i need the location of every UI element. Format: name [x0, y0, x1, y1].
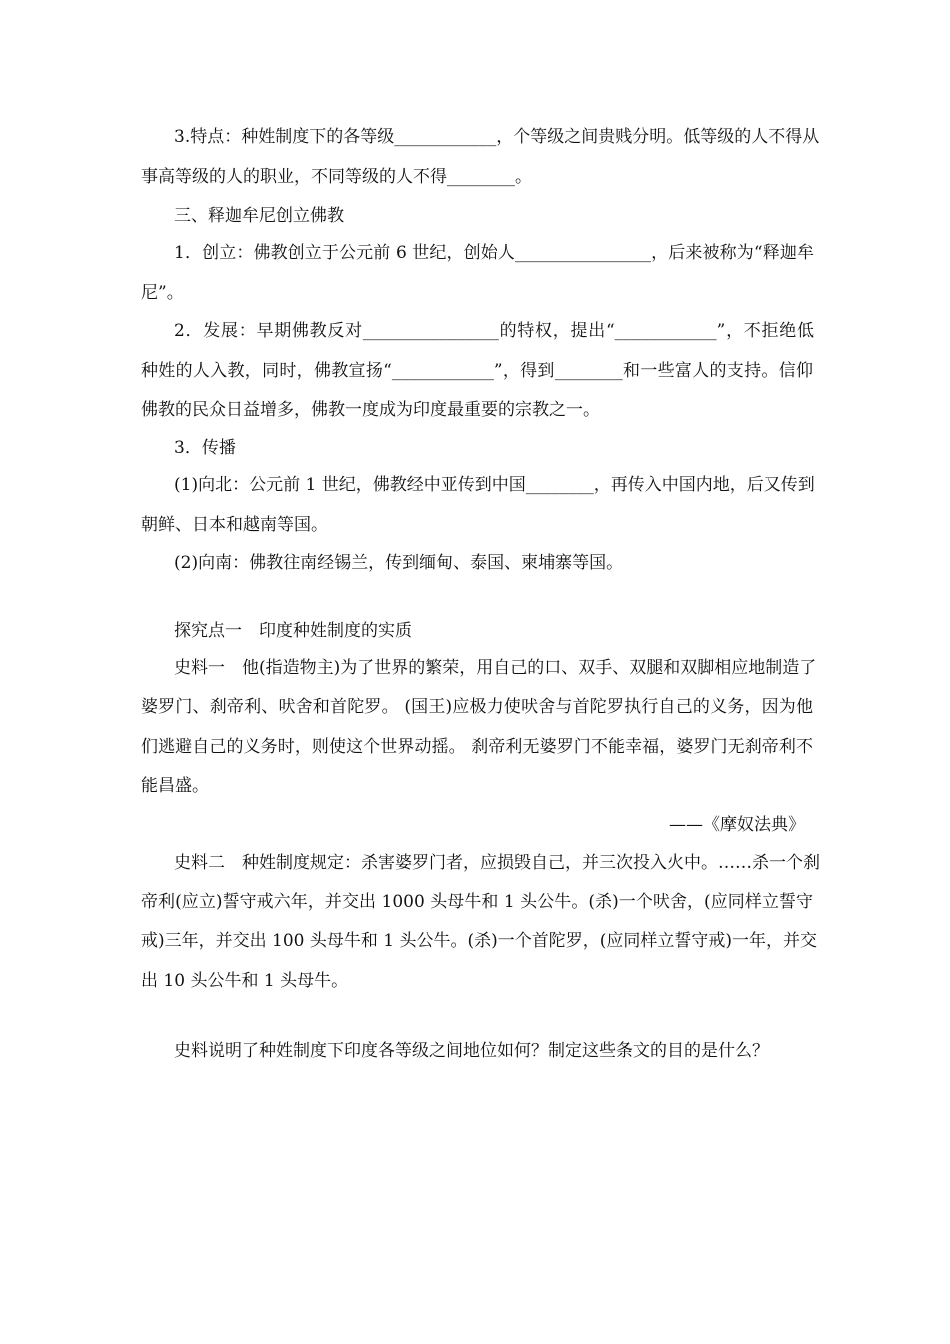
paragraph-line: 3.特点：种姓制度下的各等级____________，个等级之间贵贱分明。低等级的人不得从 — [174, 127, 820, 147]
source-text: 能昌盛。 — [141, 776, 209, 796]
paragraph-line: 佛教的民众日益增多，佛教一度成为印度最重要的宗教之一。 — [141, 400, 600, 420]
source-text: 史料一 他(指造物主)为了世界的繁荣，用自己的口、双手、双腿和双脚相应地制造了 — [174, 658, 817, 678]
paragraph-line: 尼”。 — [141, 283, 184, 303]
source-text: 出 10 头公牛和 1 头母牛。 — [141, 971, 349, 991]
paragraph-line: 种姓的人入教，同时，佛教宣扬“____________”，得到________和一些富人的支持。信仰 — [141, 361, 813, 381]
source-text: 戒)三年，并交出 100 头母牛和 1 头公牛。(杀)一个首陀罗，(应同样立誓守戒)一年，并交 — [141, 931, 818, 951]
section-heading: 三、释迦牟尼创立佛教 — [174, 206, 344, 226]
question: 史料说明了种姓制度下印度各等级之间地位如何？制定这些条文的目的是什么？ — [174, 1041, 769, 1061]
source-text: 婆罗门、刹帝利、吠舍和首陀罗。 (国王)应极力使吠舍与首陀罗执行自己的义务，因为他 — [141, 697, 813, 717]
subheading: 3．传播 — [174, 438, 236, 458]
source-text: 史料二 种姓制度规定：杀害婆罗门者，应损毁自己，并三次投入火中。……杀一个刹 — [174, 853, 820, 873]
paragraph-line: (1)向北：公元前 1 世纪，佛教经中亚传到中国________，再传入中国内地，后又传到 — [174, 475, 815, 495]
source-text: 帝利(应立)誓守戒六年，并交出 1000 头母牛和 1 头公牛。(杀)一个吠舍，(应同样立誓守 — [141, 892, 813, 912]
paragraph-line: 朝鲜、日本和越南等国。 — [141, 515, 328, 535]
paragraph-line: 事高等级的人的职业，不同等级的人不得________。 — [141, 167, 532, 187]
source-text: 们逃避自己的义务时，则使这个世界动摇。 刹帝利无婆罗门不能幸福，婆罗门无刹帝利不 — [141, 737, 813, 757]
inquiry-heading: 探究点一 印度种姓制度的实质 — [174, 621, 412, 641]
paragraph-line: 1．创立：佛教创立于公元前 6 世纪，创始人________________，后来被称为“释迦牟 — [174, 243, 814, 263]
source-citation: ——《摩奴法典》 — [669, 815, 805, 835]
paragraph-line: 2．发展：早期佛教反对________________的特权，提出“____________”，不拒绝低 — [174, 321, 814, 341]
paragraph-line: (2)向南：佛教往南经锡兰，传到缅甸、泰国、柬埔寨等国。 — [174, 553, 624, 573]
